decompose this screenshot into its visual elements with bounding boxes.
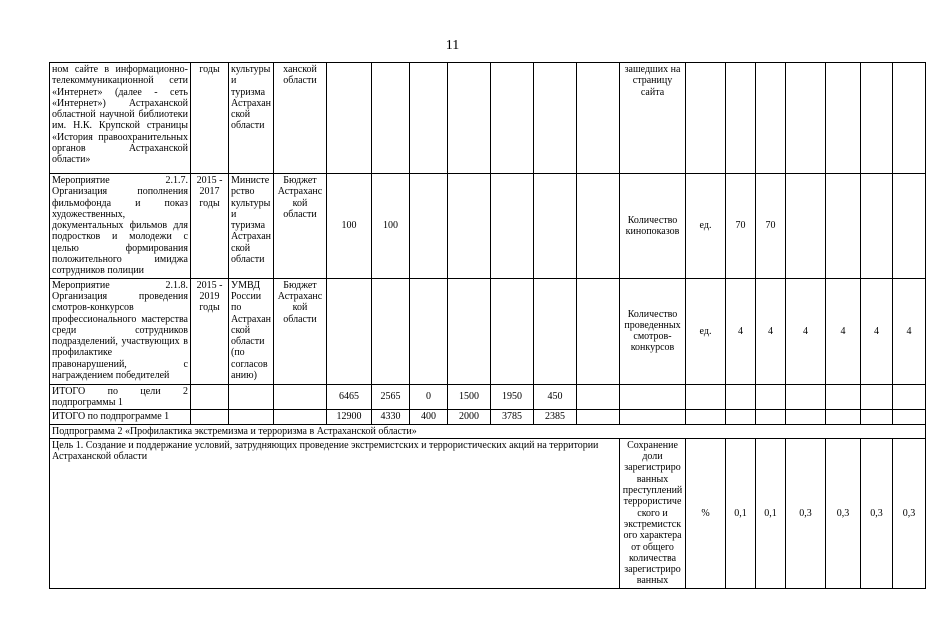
value-cell (786, 63, 826, 174)
value-cell: 4 (826, 278, 861, 384)
subprogram-title: Подпрограмма 2 «Профилактика экстремизма и терроризма в Астраханской области» (50, 424, 926, 438)
funding-cell: 1950 (491, 384, 534, 410)
funding-cell: 1500 (448, 384, 491, 410)
unit-cell: % (686, 438, 726, 588)
funding-cell: 4330 (372, 410, 410, 424)
funding-cell: 0 (410, 384, 448, 410)
term-cell (191, 410, 229, 424)
indicator-cell (620, 410, 686, 424)
indicator-cell: Количество проведенных смотров-конкурсов (620, 278, 686, 384)
activity-name-cell: Мероприятие 2.1.8. Организация проведения смотров-конкурсов профессионального мастерства среди сотрудников подразделений, участвующих в профилактике правонарушений, с награждением победителей (50, 278, 191, 384)
executor-cell: Министерство культуры и туризма Астраханской области (229, 174, 274, 279)
funding-cell: 400 (410, 410, 448, 424)
funding-cell (577, 384, 620, 410)
funding-cell (491, 174, 534, 279)
funding-cell: 6465 (327, 384, 372, 410)
indicator-cell: Сохранение доли зарегистрированных преступлений террористического и экстремистского характера от общего количества зарегистрированных (620, 438, 686, 588)
term-cell: 2015 - 2019 годы (191, 278, 229, 384)
unit-cell: ед. (686, 278, 726, 384)
unit-cell (686, 410, 726, 424)
value-cell: 0,3 (826, 438, 861, 588)
value-cell: 70 (756, 174, 786, 279)
value-cell: 0,3 (893, 438, 926, 588)
funding-cell: 2000 (448, 410, 491, 424)
value-cell (726, 384, 756, 410)
program-table (49, 62, 926, 589)
value-cell (726, 410, 756, 424)
activity-name-cell: Мероприятие 2.1.7. Организация пополнения фильмофонда и показ художественных, документальных фильмов для подростков и молодежи с целью формирования положительного имиджа сотрудников полиции (50, 174, 191, 279)
value-cell (861, 384, 893, 410)
funding-source-cell (274, 384, 327, 410)
value-cell (786, 410, 826, 424)
funding-cell (491, 63, 534, 174)
value-cell (786, 384, 826, 410)
indicator-cell: Количество кинопоказов (620, 174, 686, 279)
value-cell (756, 410, 786, 424)
value-cell: 0,1 (756, 438, 786, 588)
value-cell: 4 (861, 278, 893, 384)
funding-cell (577, 174, 620, 279)
value-cell (756, 384, 786, 410)
value-cell: 4 (756, 278, 786, 384)
funding-cell (372, 278, 410, 384)
total-label-cell: ИТОГО по цели 2 подпрограммы 1 (50, 384, 191, 410)
table-row (50, 278, 926, 384)
funding-source-cell (274, 410, 327, 424)
table-row (50, 63, 926, 174)
value-cell (826, 63, 861, 174)
funding-cell: 12900 (327, 410, 372, 424)
value-cell: 4 (786, 278, 826, 384)
activity-name-cell: ном сайте в информационно-телекоммуникационной сети «Интернет» (далее - сеть «Интернет») Астраханской областной научной библиотеки им. Н.К. Крупской страницы «История правоохранительных органов Астраханской области» (50, 63, 191, 174)
funding-source-cell: Бюджет Астраханской области (274, 174, 327, 279)
page-number: 11 (445, 38, 460, 53)
executor-cell (229, 410, 274, 424)
value-cell (861, 174, 893, 279)
value-cell: 4 (893, 278, 926, 384)
funding-cell: 100 (372, 174, 410, 279)
value-cell: 4 (726, 278, 756, 384)
value-cell (861, 63, 893, 174)
value-cell: 0,3 (861, 438, 893, 588)
funding-cell (534, 174, 577, 279)
term-cell (191, 384, 229, 410)
table-row (50, 438, 926, 588)
funding-cell: 2385 (534, 410, 577, 424)
funding-cell (577, 63, 620, 174)
goal-cell: Цель 1. Создание и поддержание условий, затрудняющих проведение экстремистских и террористических акций на территории Астраханской области (50, 438, 620, 588)
funding-cell (491, 278, 534, 384)
funding-cell (410, 63, 448, 174)
funding-cell (327, 63, 372, 174)
funding-cell (410, 174, 448, 279)
value-cell (861, 410, 893, 424)
value-cell (826, 410, 861, 424)
funding-cell (410, 278, 448, 384)
executor-cell: УМВД России по Астраханской области (по согласованию) (229, 278, 274, 384)
value-cell: 70 (726, 174, 756, 279)
value-cell (726, 63, 756, 174)
funding-cell (448, 63, 491, 174)
value-cell (826, 174, 861, 279)
term-cell: 2015 - 2017 годы (191, 174, 229, 279)
funding-cell (372, 63, 410, 174)
value-cell (826, 384, 861, 410)
funding-cell (577, 278, 620, 384)
funding-cell (327, 278, 372, 384)
funding-cell (534, 278, 577, 384)
table-row (50, 174, 926, 279)
indicator-cell (620, 384, 686, 410)
funding-cell: 2565 (372, 384, 410, 410)
funding-source-cell: Бюджет Астраханской области (274, 278, 327, 384)
value-cell (756, 63, 786, 174)
value-cell (893, 63, 926, 174)
funding-cell: 3785 (491, 410, 534, 424)
unit-cell (686, 384, 726, 410)
indicator-cell: зашедших на страницу сайта (620, 63, 686, 174)
value-cell (786, 174, 826, 279)
funding-cell: 100 (327, 174, 372, 279)
executor-cell: культуры и туризма Астраханской области (229, 63, 274, 174)
funding-cell (534, 63, 577, 174)
unit-cell (686, 63, 726, 174)
table-row (50, 384, 926, 410)
value-cell: 0,3 (786, 438, 826, 588)
total-label-cell: ИТОГО по подпрограмме 1 (50, 410, 191, 424)
value-cell: 0,1 (726, 438, 756, 588)
funding-source-cell: ханской области (274, 63, 327, 174)
table-row (50, 424, 926, 438)
funding-cell (448, 174, 491, 279)
unit-cell: ед. (686, 174, 726, 279)
funding-cell (577, 410, 620, 424)
executor-cell (229, 384, 274, 410)
table-row (50, 410, 926, 424)
value-cell (893, 384, 926, 410)
funding-cell: 450 (534, 384, 577, 410)
funding-cell (448, 278, 491, 384)
value-cell (893, 410, 926, 424)
term-cell: годы (191, 63, 229, 174)
value-cell (893, 174, 926, 279)
